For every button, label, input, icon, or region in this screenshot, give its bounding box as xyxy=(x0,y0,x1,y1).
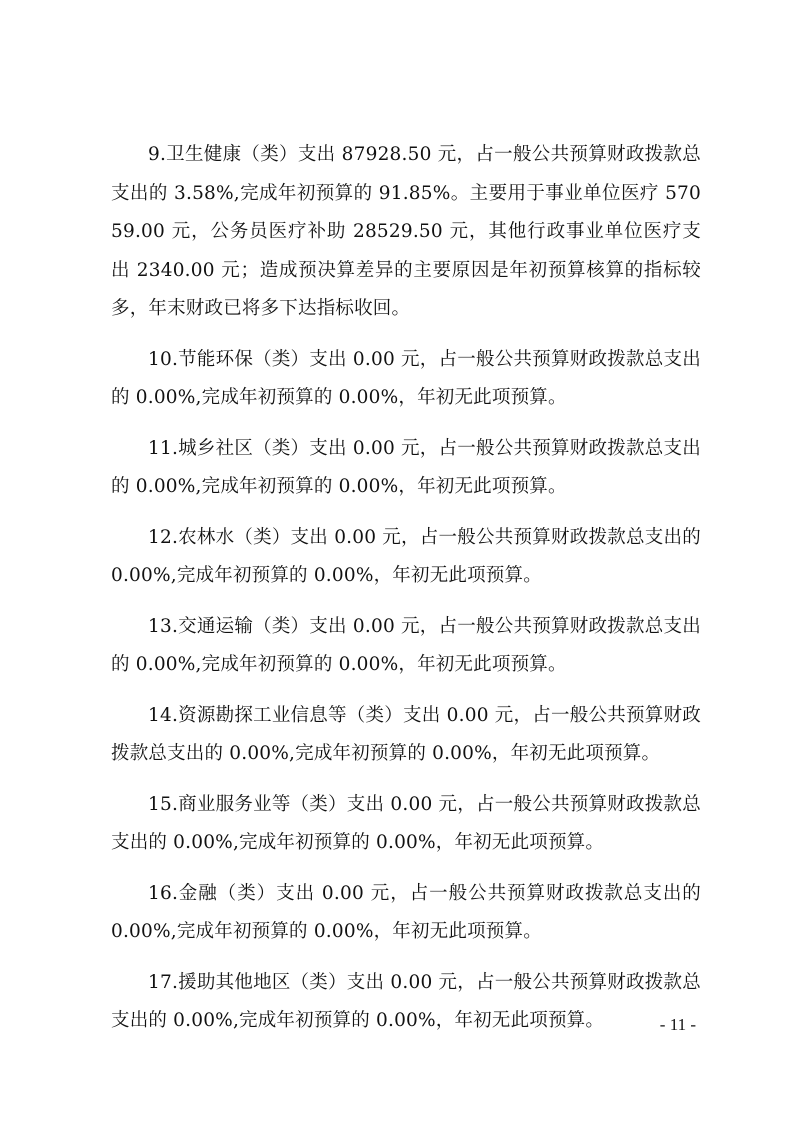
document-body xyxy=(111,136,701,1053)
paragraph-urban-rural-community: 11.城乡社区（类）支出 0.00 元，占一般公共预算财政拨款总支出的 0.00%,完成年初预算的 0.00%，年初无此项预算。 xyxy=(111,437,701,497)
page-number: - 11 - xyxy=(659,1015,696,1034)
paragraph-finance: 16.金融（类）支出 0.00 元，占一般公共预算财政拨款总支出的 0.00%,完成年初预算的 0.00%，年初无此项预算。 xyxy=(111,882,701,942)
paragraph-commerce-services: 15.商业服务业等（类）支出 0.00 元，占一般公共预算财政拨款总支出的 0.00%,完成年初预算的 0.00%，年初无此项预算。 xyxy=(111,793,701,853)
paragraph-agriculture-forestry-water: 12.农林水（类）支出 0.00 元，占一般公共预算财政拨款总支出的 0.00%,完成年初预算的 0.00%，年初无此项预算。 xyxy=(111,526,701,586)
paragraph-transportation: 13.交通运输（类）支出 0.00 元，占一般公共预算财政拨款总支出的 0.00%,完成年初预算的 0.00%，年初无此项预算。 xyxy=(111,615,701,675)
paragraph-aid-other-regions: 17.援助其他地区（类）支出 0.00 元，占一般公共预算财政拨款总支出的 0.00%,完成年初预算的 0.00%，年初无此项预算。 xyxy=(111,971,701,1031)
paragraph-energy-environment: 10.节能环保（类）支出 0.00 元，占一般公共预算财政拨款总支出的 0.00%,完成年初预算的 0.00%，年初无此项预算。 xyxy=(111,348,701,408)
paragraph-resource-exploration: 14.资源勘探工业信息等（类）支出 0.00 元，占一般公共预算财政拨款总支出的 0.00%,完成年初预算的 0.00%，年初无此项预算。 xyxy=(111,704,701,764)
paragraph-health: 9.卫生健康（类）支出 87928.50 元，占一般公共预算财政拨款总支出的 3.58%,完成年初预算的 91.85%。主要用于事业单位医疗 57059.00 元，公务员医疗补助 28529.50 元，其他行政事业单位医疗支出 2340.00 元；造成预决算差异的主要原因是年初预算核算的指标较多，年末财政已将多下达指标收回。 xyxy=(111,144,701,319)
